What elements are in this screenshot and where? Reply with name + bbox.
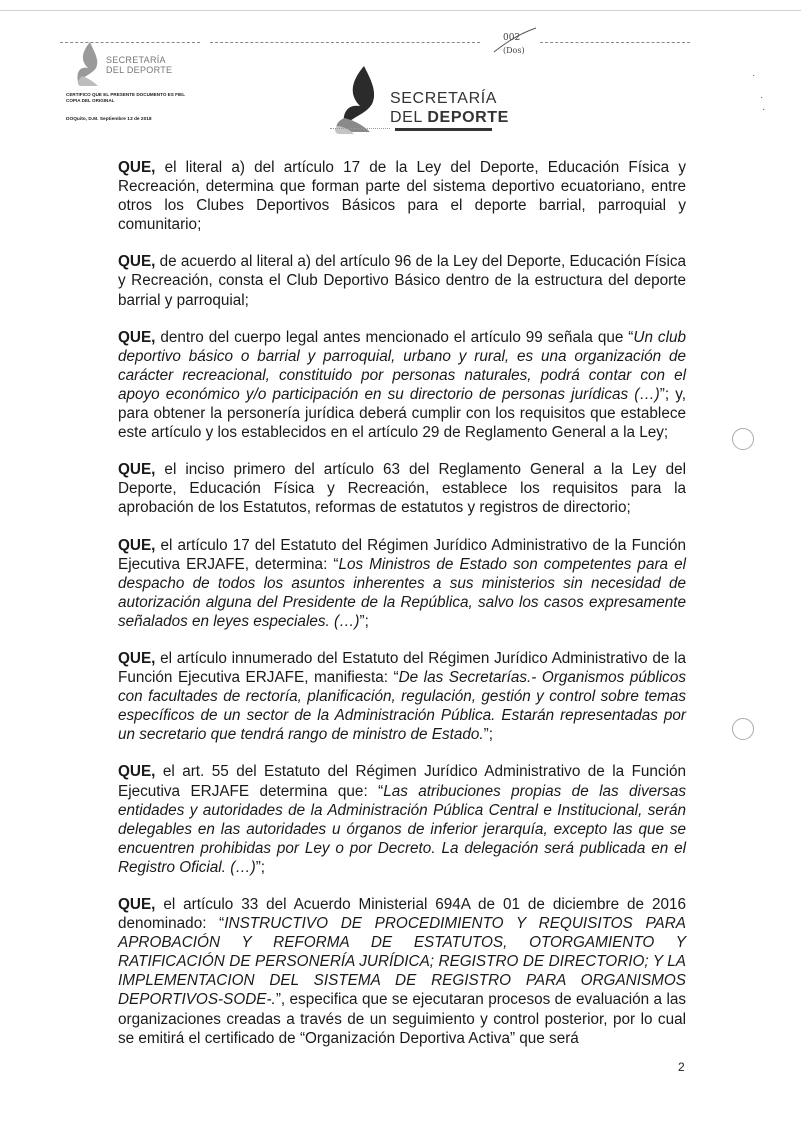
stamp-logo-line1: SECRETARÍA — [106, 55, 166, 65]
quoted-text: Las atribuciones propias de las diversas entidades y autoridades de la Administración Pública Central e Institucional, serán delegables en las autoridades u órganos de inferior jerarquía, excepto las que se encuentren prohibidas por Ley o por Decreto. La delegación será publicada en el Registro Oficial. (…) — [118, 782, 686, 876]
logo-line2 — [390, 109, 509, 127]
margin-mark: · — [752, 70, 756, 81]
flame-logo-icon — [330, 64, 390, 136]
considerando-paragraph — [118, 649, 686, 744]
logo-line2-prefix: DEL — [390, 109, 428, 126]
flame-logo-icon — [68, 38, 108, 88]
header-dash-line-right — [540, 42, 690, 43]
paragraph-text: el inciso primero del artículo 63 del Reglamento General a la Ley del Deporte, Educación Física y Recreación, establece los requisitos para la aprobación de los Estatutos, reformas de estatutos y registros de directorio; — [118, 461, 686, 517]
paragraph-lead: QUE, — [118, 536, 156, 554]
considerando-paragraph — [118, 252, 686, 309]
punch-hole-mark — [732, 718, 754, 740]
paragraph-text: el artículo 17 del Estatuto del Régimen Jurídico Administrativo de la Función Ejecutiva ERJAFE, determina: “ — [118, 536, 686, 573]
quoted-text: Los Ministros de Estado son competentes para el despacho de todos los asuntos inherentes a sus ministerios sin necesidad de autorización alguna del Presidente de la República, salvo los casos expresamente señalados en leyes especiales. (…) — [118, 555, 686, 630]
quoted-text: Un club deportivo básico o barrial y parroquial, urbano y rural, es una organización de carácter recreacional, constituido por personas naturales, podrá contar con el apoyo económico y/o participación en su directorio de personas jurídicas (…) — [118, 328, 686, 403]
considerando-paragraph — [118, 895, 686, 1048]
folio-words: (Dos) — [503, 46, 525, 55]
paragraph-text: ”; — [255, 858, 266, 876]
document-body — [118, 158, 686, 1066]
paragraph-text: ”; — [359, 612, 369, 630]
considerando-paragraph — [118, 536, 686, 631]
logo-fine-print-line — [330, 128, 390, 132]
certification-text: CERTIFICO QUE EL PRESENTE DOCUMENTO ES FIEL COPIA DEL ORIGINAL — [66, 92, 185, 103]
secretaria-del-deporte-logo — [330, 64, 520, 136]
logo-line1: SECRETARÍA — [390, 90, 498, 107]
stamp-logo — [68, 38, 178, 88]
paragraph-text: dentro del cuerpo legal antes mencionado el artículo 99 señala que “ — [155, 328, 634, 346]
folio-number: 002 — [503, 33, 521, 43]
paragraph-lead: QUE, — [118, 649, 156, 667]
scan-edge-line — [0, 10, 801, 11]
paragraph-lead: QUE, — [118, 253, 156, 271]
quoted-text: De las Secretarías.- Organismos públicos con facultades de rectoría, planificación, regulación, gestión y control sobre temas específicos de un sector de la Administración Pública. Estarán representadas por un secretario que tendrá rango de ministro de Estado. — [118, 669, 686, 744]
considerando-paragraph — [118, 460, 686, 517]
paragraph-lead: QUE, — [118, 461, 156, 479]
paragraph-lead: QUE, — [118, 763, 156, 781]
certification-date: DOQuito, D.M. Septiembre 13 de 2018 — [66, 117, 152, 122]
header-dash-line-center — [210, 42, 480, 43]
considerando-paragraph — [118, 158, 686, 234]
logo-underline-bar — [395, 128, 492, 131]
paragraph-lead: QUE, — [118, 159, 156, 176]
paragraph-text: el art. 55 del Estatuto del Régimen Jurídico Administrativo de la Función Ejecutiva ERJAFE determina que: “ — [118, 763, 686, 800]
punch-hole-mark — [732, 428, 754, 450]
considerando-paragraph — [118, 762, 686, 877]
stamp-logo-line2: DEL DEPORTE — [106, 65, 173, 75]
quoted-text: INSTRUCTIVO DE PROCEDIMIENTO Y REQUISITOS PARA APROBACIÓN Y REFORMA DE ESTATUTOS, OTORGAMIENTO Y RATIFICACIÓN DE PERSONERÍA JURÍDICA; REGISTRO DE DIRECTORIO; Y LA IMPLEMENTACION DEL SISTEMA DE REGISTRO PARA ORGANISMOS DEPORTIVOS-SODE-. — [118, 915, 686, 1009]
paragraph-text: el artículo 33 del Acuerdo Ministerial 694A de 01 de diciembre de 2016 denominado: “ — [118, 896, 686, 933]
paragraph-text: ”; y, para obtener la personería jurídica deberá cumplir con los requisitos que establece este artículo y los establecidos en el artículo 29 de Reglamento General a la Ley; — [118, 385, 686, 442]
page-number: 2 — [678, 1060, 685, 1074]
margin-mark: · — [762, 104, 766, 115]
paragraph-text: ”, especifica que se ejecutaran procesos de evaluación a las organizaciones creadas a través de un seguimiento y control posterior, por lo cual se emitirá el certificado de “Organización Deportiva Activa” que será — [118, 991, 686, 1047]
paragraph-text: de acuerdo al literal a) del artículo 96 de la Ley del Deporte, Educación Física y Recreación, consta el Club Deportivo Básico dentro de la estructura del deporte barrial y parroquial; — [118, 253, 687, 309]
paragraph-text: el literal a) del artículo 17 de la Ley del Deporte, Educación Física y Recreación, determina que forman parte del sistema deportivo ecuatoriano, entre otros los Clubes Deportivos Básicos para el deporte barrial, parroquial y comunitario; — [118, 159, 686, 234]
considerando-paragraph — [118, 328, 686, 443]
logo-line2-bold: DEPORTE — [427, 109, 509, 126]
paragraph-lead: QUE, — [118, 896, 156, 913]
paragraph-text: ”; — [483, 726, 494, 744]
paragraph-text: el artículo innumerado del Estatuto del Régimen Jurídico Administrativo de la Función Ejecutiva ERJAFE, manifiesta: “ — [118, 649, 686, 687]
margin-mark: · — [760, 92, 764, 103]
paragraph-lead: QUE, — [118, 328, 156, 346]
